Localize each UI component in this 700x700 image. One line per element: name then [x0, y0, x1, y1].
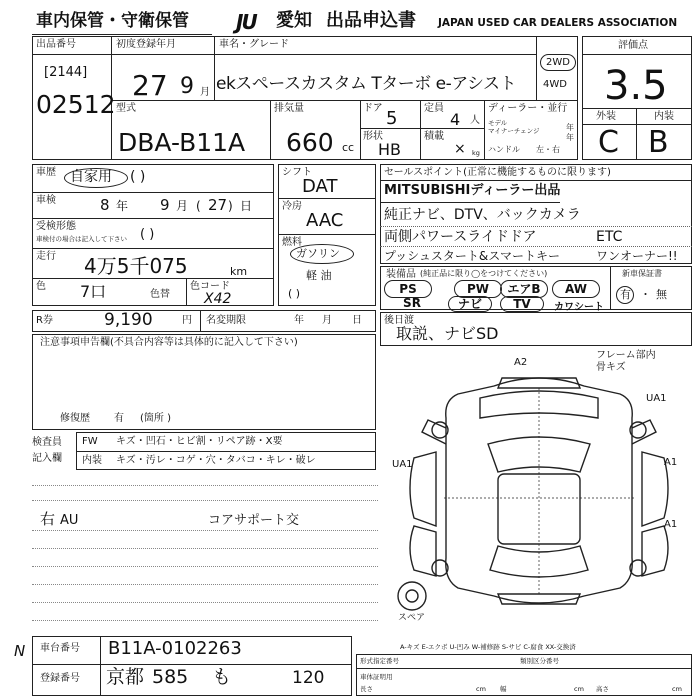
- aircon-value: AAC: [306, 210, 344, 231]
- divider: [278, 198, 376, 199]
- divider: [380, 246, 692, 247]
- name-change-year: 年: [294, 315, 304, 326]
- notes-row: [32, 530, 378, 531]
- car-damage-diagram: [384, 348, 694, 630]
- divider: [32, 218, 274, 219]
- divider: [200, 310, 201, 332]
- legend-damage: A-キズ E-エクボ U-凹み W-補修跡 S-サビ C-腐食 XX-交換済: [400, 643, 576, 651]
- inspector-label-1: 検査員: [32, 437, 62, 448]
- org-name: 愛知: [276, 10, 312, 31]
- fuel-label: 燃料: [282, 237, 302, 248]
- sales-line-1: 純正ナビ、DTV、バックカメラ: [384, 207, 581, 223]
- assoc-name: JAPAN USED CAR DEALERS ASSOCIATION: [438, 17, 678, 29]
- registration-label: 初度登録年月: [116, 39, 176, 50]
- recycle-value: 9,190: [104, 310, 153, 330]
- mileage-unit: km: [230, 265, 248, 278]
- dealer-label: ディーラー・並行: [488, 103, 568, 114]
- score-ext-value: C: [598, 125, 619, 160]
- shaken-year: 8: [100, 196, 110, 214]
- manual-sep: ・: [640, 288, 651, 301]
- sales-line-2b: ETC: [596, 229, 623, 245]
- divider: [360, 128, 484, 129]
- car-name-label: 車名・グレード: [219, 39, 289, 50]
- equip-aw: AW: [552, 280, 600, 298]
- equip-navi: ナビ: [448, 296, 492, 312]
- mark-frame: フレーム部内骨キズ: [596, 350, 656, 373]
- divider: [356, 668, 692, 669]
- score-value: 3.5: [604, 63, 668, 109]
- dealer-mc-unit: 年: [566, 133, 574, 142]
- section-title-box: [32, 8, 210, 35]
- divider: [32, 248, 274, 249]
- body-label: 形状: [363, 131, 383, 142]
- legend-height-unit: cm: [672, 685, 682, 693]
- drive-4wd: 4WD: [543, 79, 567, 90]
- legend-length: 長さ: [360, 685, 373, 693]
- note-write-1: AU: [60, 513, 79, 528]
- registration-month-unit: 月: [200, 87, 210, 98]
- mark-spare: スペア: [398, 613, 426, 623]
- shaken-day-unit: 日: [240, 199, 253, 213]
- after-value: 取説、ナビSD: [396, 324, 499, 343]
- divider: [32, 278, 274, 279]
- legend-width-unit: cm: [574, 685, 584, 693]
- inspector-label-2: 記入欄: [32, 453, 62, 464]
- plate-label: 登録番号: [40, 673, 80, 684]
- displacement-unit: cc: [342, 141, 355, 154]
- registration-year: 27: [132, 69, 168, 102]
- color-value: 7口: [80, 282, 107, 301]
- receive-paren: ( ): [140, 227, 155, 242]
- fuel-diesel: 軽 油: [306, 269, 332, 282]
- equip-tv: TV: [500, 296, 544, 312]
- divider: [380, 202, 560, 203]
- manual-label: 新車保証書: [622, 269, 662, 278]
- divider: [360, 100, 361, 160]
- handle-label: ハンドル: [488, 145, 520, 154]
- divider: [270, 100, 271, 160]
- divider: [278, 234, 376, 235]
- aircon-label: 冷房: [282, 201, 302, 212]
- sales-header: セールスポイント(正常に機能するものに限ります): [384, 167, 611, 178]
- drive-2wd: 2WD: [540, 54, 576, 71]
- capacity-unit: 人: [470, 115, 480, 126]
- color-label: 色: [36, 281, 46, 292]
- divider: [32, 192, 274, 193]
- inspector-fw: FW: [82, 436, 98, 447]
- notes-row: [32, 620, 378, 621]
- load-unit: kg: [472, 149, 480, 157]
- manual-yes: 有: [620, 288, 631, 301]
- divider: [582, 54, 692, 55]
- shaken-month-unit: 月: [176, 199, 189, 213]
- legend-width: 幅: [500, 685, 507, 693]
- form-title: 出品申込書: [326, 10, 416, 31]
- section-title-underline: [32, 34, 212, 35]
- inspector-int-items: キズ・汚レ・コゲ・穴・タバコ・キレ・破レ: [116, 455, 316, 466]
- notes-row: [32, 548, 378, 549]
- divider: [636, 108, 637, 160]
- ju-logo: [236, 10, 276, 34]
- fuel-gas: ガソリン: [296, 247, 340, 260]
- divider: [610, 266, 611, 310]
- dealer-mc-label: マイナーチェンジ: [488, 127, 540, 135]
- divider: [380, 226, 692, 227]
- equip-pw: PW: [454, 280, 502, 298]
- plate-mark: N: [14, 642, 26, 660]
- divider: [100, 636, 101, 696]
- score-int-value: B: [648, 125, 669, 160]
- divider: [484, 100, 485, 160]
- chassis-value: B11A-0102263: [108, 638, 242, 659]
- shaken-month: 9: [160, 196, 170, 214]
- note-write-2: コアサポート交: [208, 513, 300, 528]
- inspector-fw-items: キズ・凹石・ヒビ割・リペア跡・X要: [116, 436, 283, 447]
- plate-class: 585: [152, 666, 189, 688]
- shaken-year-unit: 年: [116, 199, 129, 213]
- model-label: 型式: [116, 103, 136, 114]
- history-label: 車歴: [36, 167, 56, 178]
- divider: [32, 664, 352, 665]
- plate-kana: も: [212, 666, 232, 688]
- shift-value: DAT: [302, 176, 338, 197]
- load-value: ×: [454, 141, 466, 157]
- legend-class-no: 類別区分番号: [520, 657, 559, 665]
- receive-note: 車検付の場合は記入して下さい: [36, 235, 127, 243]
- equipment-note: (純正品に限り◯をつけてください): [420, 269, 548, 278]
- legend-cert: 車体証明用: [360, 673, 393, 681]
- section-title: 車内保管・守衛保管: [36, 11, 189, 31]
- recycle-label: R券: [36, 315, 53, 326]
- mark-a1-bottom: A1: [664, 519, 678, 530]
- color-code-label: 色コード: [190, 281, 230, 292]
- legend-length-unit: cm: [476, 685, 486, 693]
- divider: [76, 451, 376, 452]
- equip-ps: PS: [384, 280, 432, 298]
- mileage-label: 走行: [36, 251, 56, 262]
- legend-form-no: 形式指定番号: [360, 657, 399, 665]
- model-value: DBA-B11A: [118, 128, 246, 157]
- capacity-label: 定員: [424, 103, 444, 114]
- notes-row: [32, 584, 378, 585]
- shaken-day: 27: [208, 196, 228, 214]
- divider: [536, 36, 537, 100]
- lot-label: 出品番号: [36, 39, 76, 50]
- inspector-int: 内装: [82, 455, 102, 466]
- mark-a1-top: A1: [664, 457, 678, 468]
- repair-value: 有: [114, 413, 124, 424]
- color-change-label: 色替: [150, 289, 170, 300]
- notes-row: [32, 566, 378, 567]
- divider: [420, 100, 421, 160]
- mark-ua1-left: UA1: [392, 459, 413, 470]
- equip-sr: SR: [403, 296, 421, 310]
- body-value: HB: [378, 140, 402, 159]
- car-name-value: ekスペースカスタム Tターボ e-アシスト: [216, 74, 517, 94]
- sales-dealer-line: MITSUBISHIディーラー出品: [384, 183, 561, 198]
- repair-label: 修復歴: [60, 413, 90, 424]
- equip-airbag: エアB: [500, 280, 548, 298]
- receive-label: 受検形態: [36, 221, 76, 232]
- handle-options: 左・右: [536, 145, 560, 154]
- dealer-model-label: モデル: [488, 119, 508, 127]
- mark-a2: A2: [514, 357, 528, 368]
- note-write-prefix: 右: [40, 510, 56, 528]
- lot-number: 02512: [36, 90, 116, 119]
- displacement-label: 排気量: [274, 103, 304, 114]
- chassis-label: 車台番号: [40, 643, 80, 654]
- name-change-month: 月: [322, 315, 332, 326]
- shift-label: シフト: [282, 167, 312, 178]
- color-code-value: X42: [204, 291, 232, 307]
- capacity-value: 4: [450, 110, 461, 129]
- shaken-day-close: ): [228, 199, 233, 213]
- sales-line-3b: ワンオーナー!!: [596, 249, 678, 263]
- repair-place: (箇所 ): [140, 413, 171, 424]
- fuel-paren: ( ): [288, 287, 301, 300]
- name-change-day: 日: [352, 315, 362, 326]
- divider: [380, 180, 692, 181]
- doors-label: ドア: [363, 103, 383, 114]
- sales-line-3: プッシュスタート&スマートキー: [384, 249, 561, 263]
- divider: [32, 54, 111, 55]
- history-paren: ( ): [130, 169, 146, 185]
- equip-seat: カワシート: [554, 302, 604, 313]
- doors-value: 5: [386, 108, 398, 129]
- score-int-label: 内装: [654, 111, 674, 122]
- plate-region: 京都: [106, 666, 145, 688]
- name-change-label: 名変期限: [206, 315, 246, 326]
- plate-number: 120: [292, 668, 325, 688]
- divider: [111, 54, 536, 55]
- divider: [186, 278, 187, 306]
- divider: [111, 100, 578, 101]
- dealer-model-unit: 年: [566, 123, 574, 132]
- score-ext-label: 外装: [596, 111, 616, 122]
- divider: [214, 36, 215, 100]
- legend-height: 高さ: [596, 685, 609, 693]
- sales-line-2: 両側パワースライドドア: [384, 229, 537, 245]
- notes-row: [32, 485, 378, 486]
- divider: [582, 108, 692, 109]
- score-label: 評価点: [618, 40, 648, 51]
- shaken-day-open: (: [196, 199, 201, 213]
- ju-logo-text: JU: [236, 10, 256, 34]
- mark-ua1-right: UA1: [646, 393, 667, 404]
- equipment-label: 装備品: [386, 269, 416, 280]
- notes-label: 注意事項申告欄(不具合内容等は具体的に記入して下さい): [40, 337, 298, 348]
- mileage-value: 4万5千075: [84, 254, 188, 278]
- registration-month: 9: [180, 74, 194, 99]
- shaken-label: 車検: [36, 195, 56, 206]
- manual-no: 無: [656, 288, 667, 301]
- after-label: 後日渡: [384, 315, 414, 326]
- recycle-unit: 円: [182, 315, 192, 326]
- load-label: 積載: [424, 131, 444, 142]
- displacement-value: 660: [286, 128, 334, 157]
- lot-sub-number: [2144]: [44, 65, 88, 80]
- notes-row: [32, 602, 378, 603]
- history-value: 自家用: [70, 169, 112, 185]
- notes-row: [32, 500, 378, 501]
